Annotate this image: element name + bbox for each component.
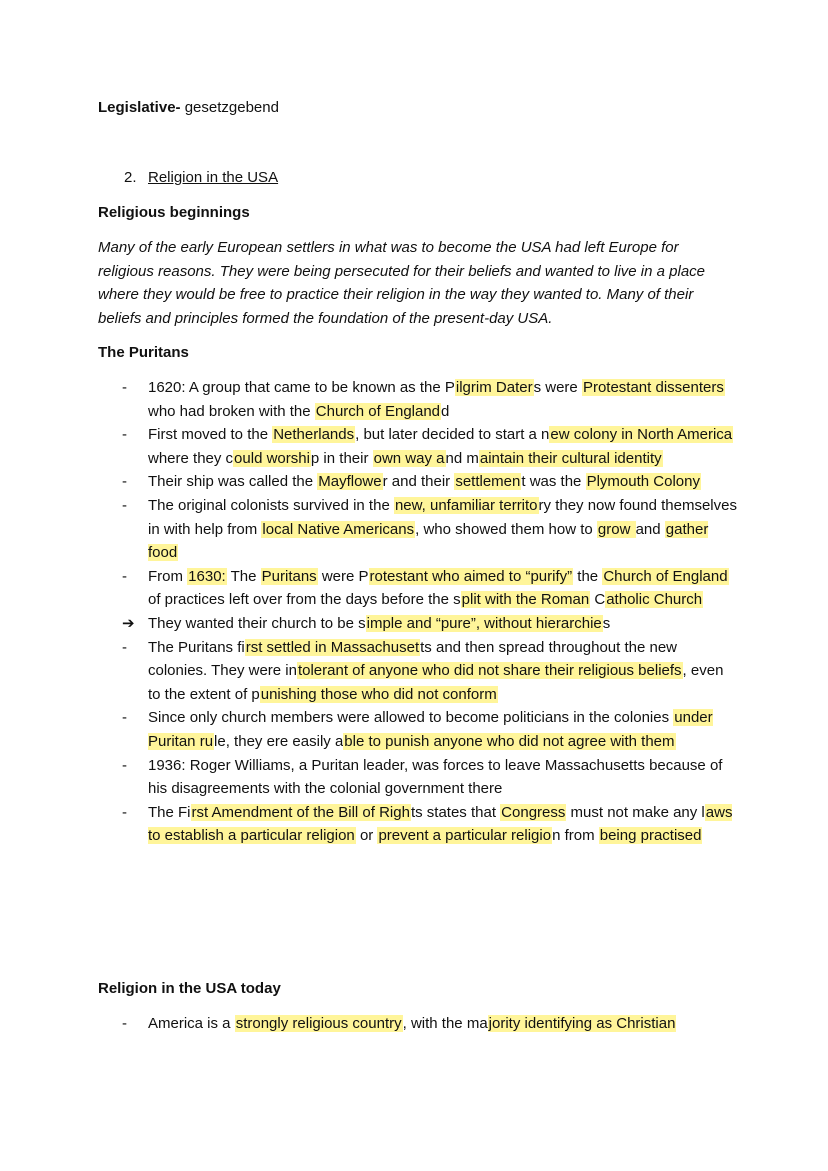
- highlighted-text: new, unfamiliar territo: [394, 496, 538, 514]
- today-list: [98, 1012, 738, 1036]
- text-segment: must not make any l: [566, 803, 705, 821]
- highlighted-text: unishing those who did not conform: [260, 685, 497, 703]
- highlighted-text: Church of England: [315, 402, 441, 420]
- highlighted-text: Puritans: [261, 567, 317, 585]
- text-segment: were P: [317, 567, 369, 585]
- highlighted-text: aws to establish a particular religion: [148, 803, 733, 845]
- text-segment: , with the ma: [402, 1015, 488, 1032]
- highlighted-text: ble to punish anyone who did not agree with them: [344, 732, 675, 750]
- text-segment: , who showed them how to: [415, 520, 597, 538]
- highlighted-text: settlemen: [455, 473, 521, 491]
- religious-beginnings-heading: Religious beginnings: [98, 204, 250, 221]
- vocab-translation: gesetzgebend: [180, 99, 279, 116]
- text-segment: le, they ere easily a: [214, 732, 344, 750]
- text-segment: ry they now found themselves in with help from: [148, 496, 737, 538]
- highlighted-text: Protestant dissenters: [582, 379, 724, 396]
- text-segment: t was the: [521, 473, 586, 491]
- bullet-dash: -: [122, 426, 127, 444]
- text-segment: The Puritans fi: [148, 638, 245, 656]
- text-segment: d: [441, 402, 450, 420]
- text-segment: C: [590, 591, 606, 609]
- highlighted-text: local Native Americans: [262, 520, 415, 538]
- highlighted-text: own way a: [373, 449, 445, 467]
- puritans-heading: The Puritans: [98, 344, 189, 361]
- bullet-dash: -: [122, 473, 127, 491]
- text-segment: 1936: Roger Williams, a Puritan leader, was forces to leave Massachusetts because of his disagreements with the colonial government there: [148, 756, 723, 798]
- text-segment: ts and then spread throughout the new colonies. They were in: [148, 638, 677, 680]
- bullet-dash: -: [122, 638, 127, 656]
- arrow-icon: ➔: [122, 614, 135, 632]
- text-segment: First moved to the: [148, 426, 273, 444]
- highlighted-text: rst settled in Massachuset: [245, 638, 420, 656]
- text-segment: of practices left over from the days before the s: [148, 591, 461, 609]
- highlighted-text: tolerant of anyone who did not share their religious beliefs: [297, 662, 682, 680]
- list-item: [98, 1012, 738, 1036]
- highlighted-text: ilgrim Dater: [455, 379, 533, 396]
- bullet-dash: -: [122, 496, 127, 514]
- section-title: Religion in the USA: [148, 169, 279, 186]
- highlighted-text: gather food: [148, 520, 709, 562]
- list-item: [98, 565, 738, 612]
- text-segment: , but later decided to start a n: [355, 426, 550, 444]
- highlighted-text: 1630:: [188, 567, 226, 585]
- list-item: [98, 376, 738, 423]
- highlighted-text: Netherlands: [273, 426, 355, 444]
- highlighted-text: jority identifying as Christian: [488, 1015, 676, 1032]
- text-segment: who had broken with the: [148, 402, 315, 420]
- highlighted-text: Congress: [501, 803, 566, 821]
- highlighted-text: Church of England: [603, 567, 728, 585]
- list-item: [98, 470, 738, 494]
- religious-beginnings-text: Many of the early European settlers in what was to become the USA had left Europe for religious reasons. They were being persecuted for their beliefs and wanted to live in a place where they would be free to practice their religion in the way they wanted to. Many of their beliefs and principles formed the foundation of the present-day USA.: [98, 239, 706, 327]
- list-item: [98, 801, 738, 848]
- highlighted-text: strongly religious country: [235, 1015, 402, 1032]
- text-segment: or: [355, 827, 378, 845]
- highlighted-text: ew colony in North America: [550, 426, 733, 444]
- text-segment: The Fi: [148, 803, 191, 821]
- section-heading: [124, 169, 278, 186]
- text-segment: From: [148, 567, 188, 585]
- bullet-dash: -: [122, 379, 127, 396]
- puritans-list: [98, 376, 738, 848]
- highlighted-text: imple and “pure”, without hierarchie: [366, 614, 602, 632]
- highlighted-text: ould worshi: [234, 449, 310, 467]
- list-item: [98, 706, 738, 753]
- list-item: [98, 494, 738, 565]
- text-segment: the: [573, 567, 603, 585]
- highlighted-text: aintain their cultural identity: [479, 449, 662, 467]
- highlighted-text: grow: [597, 520, 635, 538]
- text-segment: America is a: [148, 1015, 235, 1032]
- vocab-line: [98, 99, 748, 116]
- section-number: 2.: [124, 169, 137, 186]
- bullet-dash: -: [122, 709, 127, 727]
- highlighted-text: prevent a particular religio: [378, 827, 552, 845]
- text-segment: The: [226, 567, 261, 585]
- text-segment: , even to the extent of p: [148, 662, 724, 703]
- text-segment: s: [602, 614, 611, 632]
- text-segment: Since only church members were allowed to become politicians in the colonies: [148, 709, 674, 727]
- highlighted-text: atholic Church: [606, 591, 703, 609]
- list-item: [98, 423, 738, 470]
- highlighted-text: being practised: [599, 827, 702, 845]
- text-segment: p in their: [310, 449, 373, 467]
- list-item: [98, 612, 738, 636]
- highlighted-text: plit with the Roman: [461, 591, 590, 609]
- highlighted-text: under Puritan ru: [148, 709, 713, 750]
- bullet-dash: -: [122, 756, 127, 774]
- text-segment: They wanted their church to be s: [148, 614, 366, 632]
- text-segment: The original colonists survived in the: [148, 496, 394, 514]
- highlighted-text: rotestant who aimed to “purify”: [369, 567, 573, 585]
- highlighted-text: Mayflowe: [318, 473, 382, 491]
- text-segment: n from: [552, 827, 599, 845]
- text-segment: nd m: [445, 449, 479, 467]
- text-segment: ts states that: [410, 803, 501, 821]
- highlighted-text: Plymouth Colony: [586, 473, 700, 491]
- bullet-dash: -: [122, 1015, 127, 1032]
- list-item: [98, 754, 738, 801]
- bullet-dash: -: [122, 567, 127, 585]
- bullet-dash: -: [122, 803, 127, 821]
- text-segment: 1620: A group that came to be known as the P: [148, 379, 455, 396]
- list-item: [98, 636, 738, 707]
- vocab-term: Legislative-: [98, 99, 181, 116]
- highlighted-text: rst Amendment of the Bill of Righ: [191, 803, 410, 821]
- text-segment: where they c: [148, 449, 234, 467]
- text-segment: r and their: [382, 473, 455, 491]
- text-segment: and: [635, 520, 665, 538]
- text-segment: s were: [533, 379, 582, 396]
- today-heading: Religion in the USA today: [98, 980, 281, 997]
- text-segment: Their ship was called the: [148, 473, 318, 491]
